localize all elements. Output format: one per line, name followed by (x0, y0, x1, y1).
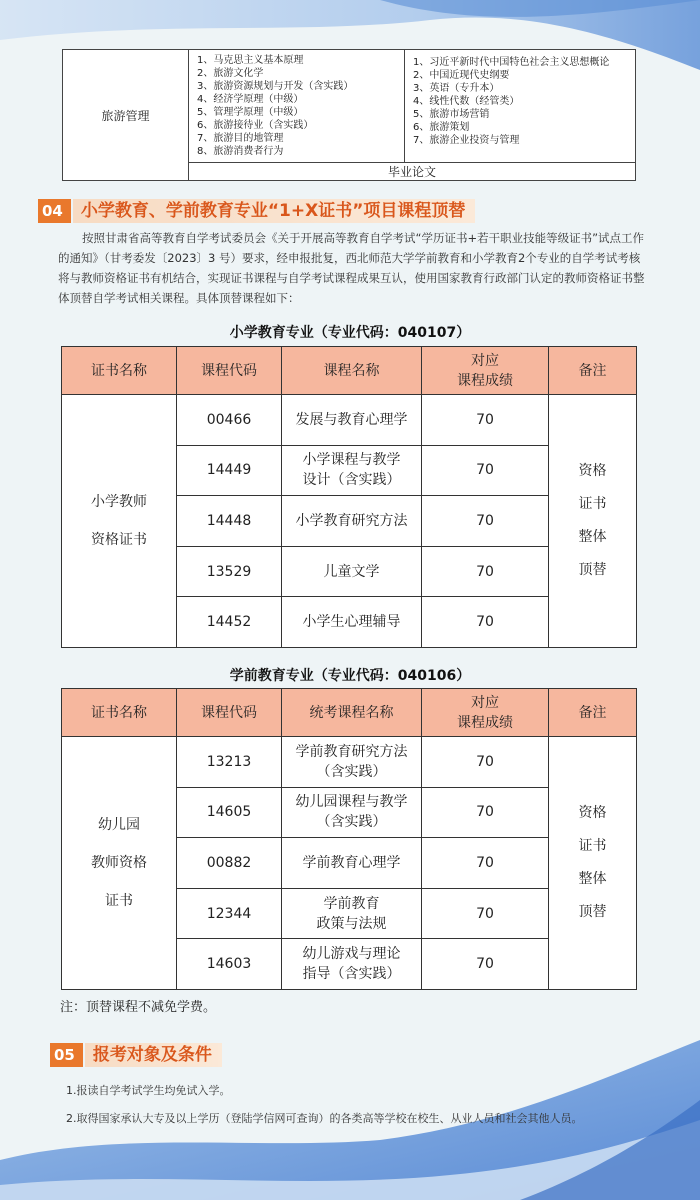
note-cell: 资格 证书 整体 顶替 (549, 737, 637, 990)
course-item: 3、英语（专升本） (413, 83, 500, 94)
tourism-course-table (62, 49, 636, 181)
course-list-left (189, 50, 405, 163)
condition-item: 1.报读自学考试学生均免试入学。 (66, 1084, 231, 1097)
table-header-row (62, 347, 637, 395)
section-number: 05 (50, 1043, 83, 1067)
course-item: 8、旅游消费者行为 (197, 146, 284, 157)
primary-table-title: 小学教育专业（专业代码：040107） (229, 325, 471, 341)
course-name: 学前教育 政策与法规 (282, 888, 422, 939)
course-score: 70 (422, 546, 549, 597)
section-04-header (38, 198, 475, 224)
header-cert: 证书名称 (62, 689, 177, 737)
course-code: 12344 (177, 888, 282, 939)
course-code: 14605 (177, 787, 282, 838)
course-item: 3、旅游资源规划与开发（含实践） (197, 81, 354, 92)
course-score: 70 (422, 445, 549, 496)
course-code: 14448 (177, 496, 282, 547)
course-name: 小学教育研究方法 (282, 496, 422, 547)
thesis-cell: 毕业论文 (189, 163, 636, 181)
course-name: 幼儿园课程与教学 （含实践） (282, 787, 422, 838)
course-name: 学前教育心理学 (282, 838, 422, 889)
cert-name: 小学教师 资格证书 (62, 395, 177, 648)
header-code: 课程代码 (177, 689, 282, 737)
course-score: 70 (422, 395, 549, 446)
course-score: 70 (422, 838, 549, 889)
course-name: 小学生心理辅导 (282, 597, 422, 648)
footnote: 注：顶替课程不减免学费。 (60, 1000, 217, 1015)
course-item: 7、旅游目的地管理 (197, 133, 284, 144)
course-code: 00882 (177, 838, 282, 889)
course-name: 幼儿游戏与理论 指导（含实践） (282, 939, 422, 990)
course-code: 00466 (177, 395, 282, 446)
header-course: 课程名称 (282, 347, 422, 395)
header-score: 对应 课程成绩 (422, 347, 549, 395)
course-item: 5、管理学原理（中级） (197, 107, 304, 118)
course-list-right (405, 50, 636, 163)
course-name: 儿童文学 (282, 546, 422, 597)
course-item: 4、经济学原理（中级） (197, 94, 304, 105)
course-name: 学前教育研究方法 （含实践） (282, 737, 422, 788)
table-row (62, 395, 637, 446)
course-score: 70 (422, 496, 549, 547)
condition-item: 2.取得国家承认大专及以上学历（登陆学信网可查询）的各类高等学校在校生、从业人员和社会其他人员。 (66, 1112, 583, 1125)
section-04-paragraph: 按照甘肃省高等教育自学考试委员会《关于开展高等教育自学考试“学历证书+若干职业技能等级证书”试点工作的通知》（甘考委发〔2023〕3 号）要求，经申报批复，西北师范大学学前教育和小学教育2个专业的自学考试考核将与教师资格证书有机结合，实现证书课程与自学考试课程成果互认，使用国家教育行政部门认定的教师资格证书整体顶替自学考试相关课程。具体顶替课程如下： (58, 231, 645, 305)
course-item: 6、旅游策划 (413, 122, 470, 133)
course-item: 7、旅游企业投资与管理 (413, 135, 520, 146)
table-row (62, 737, 637, 788)
course-item: 5、旅游市场营销 (413, 109, 490, 120)
course-item: 6、旅游接待业（含实践） (197, 120, 314, 131)
preschool-table-title: 学前教育专业（专业代码：040106） (229, 668, 471, 684)
header-code: 课程代码 (177, 347, 282, 395)
section-number: 04 (38, 199, 71, 223)
cert-name: 幼儿园 教师资格 证书 (62, 737, 177, 990)
section-05-header (50, 1042, 222, 1068)
course-score: 70 (422, 787, 549, 838)
course-code: 14449 (177, 445, 282, 496)
header-cert: 证书名称 (62, 347, 177, 395)
note-cell: 资格 证书 整体 顶替 (549, 395, 637, 648)
section-title: 小学教育、学前教育专业“1+X证书”项目课程顶替 (73, 199, 476, 223)
header-score: 对应 课程成绩 (422, 689, 549, 737)
course-code: 13529 (177, 546, 282, 597)
preschool-education-table (61, 688, 637, 990)
major-name: 旅游管理 (63, 50, 189, 181)
course-item: 1、马克思主义基本原理 (197, 55, 304, 66)
course-code: 14603 (177, 939, 282, 990)
course-name: 小学课程与教学 设计（含实践） (282, 445, 422, 496)
course-code: 14452 (177, 597, 282, 648)
primary-education-table (61, 346, 637, 648)
course-code: 13213 (177, 737, 282, 788)
course-item: 2、中国近现代史纲要 (413, 70, 510, 81)
course-score: 70 (422, 737, 549, 788)
header-note: 备注 (549, 689, 637, 737)
course-score: 70 (422, 888, 549, 939)
course-item: 1、习近平新时代中国特色社会主义思想概论 (413, 57, 610, 68)
course-name: 发展与教育心理学 (282, 395, 422, 446)
course-score: 70 (422, 939, 549, 990)
header-note: 备注 (549, 347, 637, 395)
table-header-row (62, 689, 637, 737)
course-score: 70 (422, 597, 549, 648)
header-course: 统考课程名称 (282, 689, 422, 737)
course-item: 4、线性代数（经管类） (413, 96, 520, 107)
section-title: 报考对象及条件 (85, 1043, 222, 1067)
course-item: 2、旅游文化学 (197, 68, 264, 79)
